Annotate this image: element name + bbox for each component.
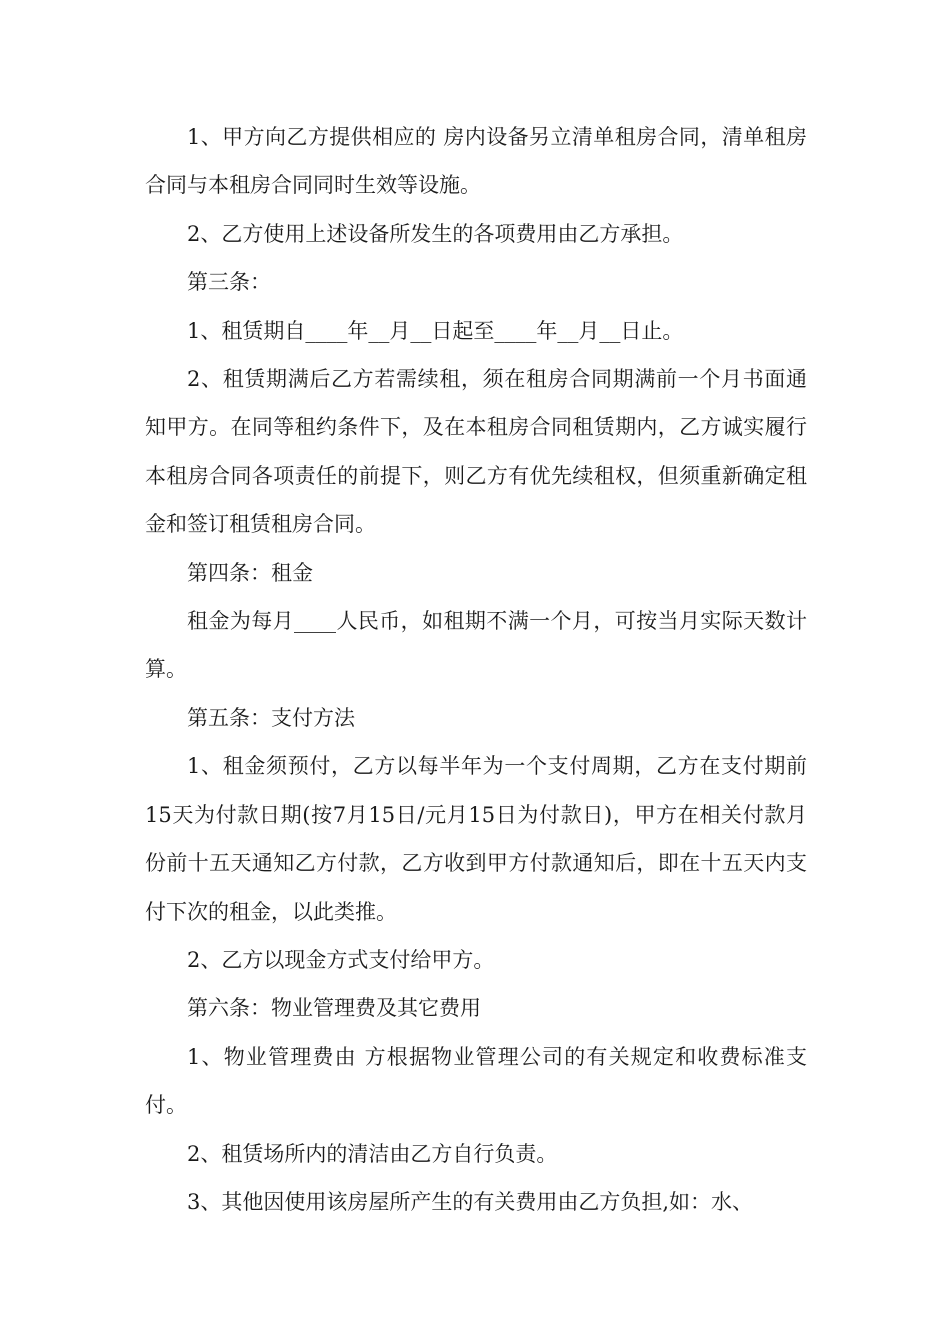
paragraph-prepayment: 1、租金须预付，乙方以每半年为一个支付周期，乙方在支付期前15天为付款日期(按7月15日/元月15日为付款日)，甲方在相关付款月份前十五天通知乙方付款，乙方收到甲方付款通知后，即在十五天内支付下次的租金，以此类推。 [145,754,807,924]
paragraph-cleaning: 2、租赁场所内的清洁由乙方自行负责。 [187,1141,558,1166]
paragraph-other-fees: 3、其他因使用该房屋所产生的有关费用由乙方负担,如：水、 [187,1189,754,1214]
paragraph-cash-payment: 2、乙方以现金方式支付给甲方。 [187,947,495,972]
article-5-heading: 第五条：支付方法 [187,705,355,730]
paragraph-rent-amount: 租金为每月____人民币，如租期不满一个月，可按当月实际天数计算。 [145,609,807,682]
paragraph-lease-renewal: 2、租赁期满后乙方若需续租，须在租房合同期满前一个月书面通知甲方。在同等租约条件下，及在本租房合同租赁期内，乙方诚实履行本租房合同各项责任的前提下，则乙方有优先续租权，但须重新确定租金和签订租赁租房合同。 [145,367,807,537]
paragraph-equipment-cost: 2、乙方使用上述设备所发生的各项费用由乙方承担。 [187,221,684,246]
paragraph-management-fee: 1、物业管理费由 方根据物业管理公司的有关规定和收费标准支付。 [145,1044,807,1118]
document-body [145,113,807,1226]
article-6-heading: 第六条：物业管理费及其它费用 [187,996,481,1021]
paragraph-lease-term: 1、租赁期自____年__月__日起至____年__月__日止。 [187,318,684,343]
paragraph-equipment-list: 1、甲方向乙方提供相应的 房内设备另立清单租房合同，清单租房合同与本租房合同同时生效等设施。 [145,125,807,198]
article-4-heading: 第四条：租金 [187,560,313,585]
article-3-heading: 第三条： [187,270,271,295]
